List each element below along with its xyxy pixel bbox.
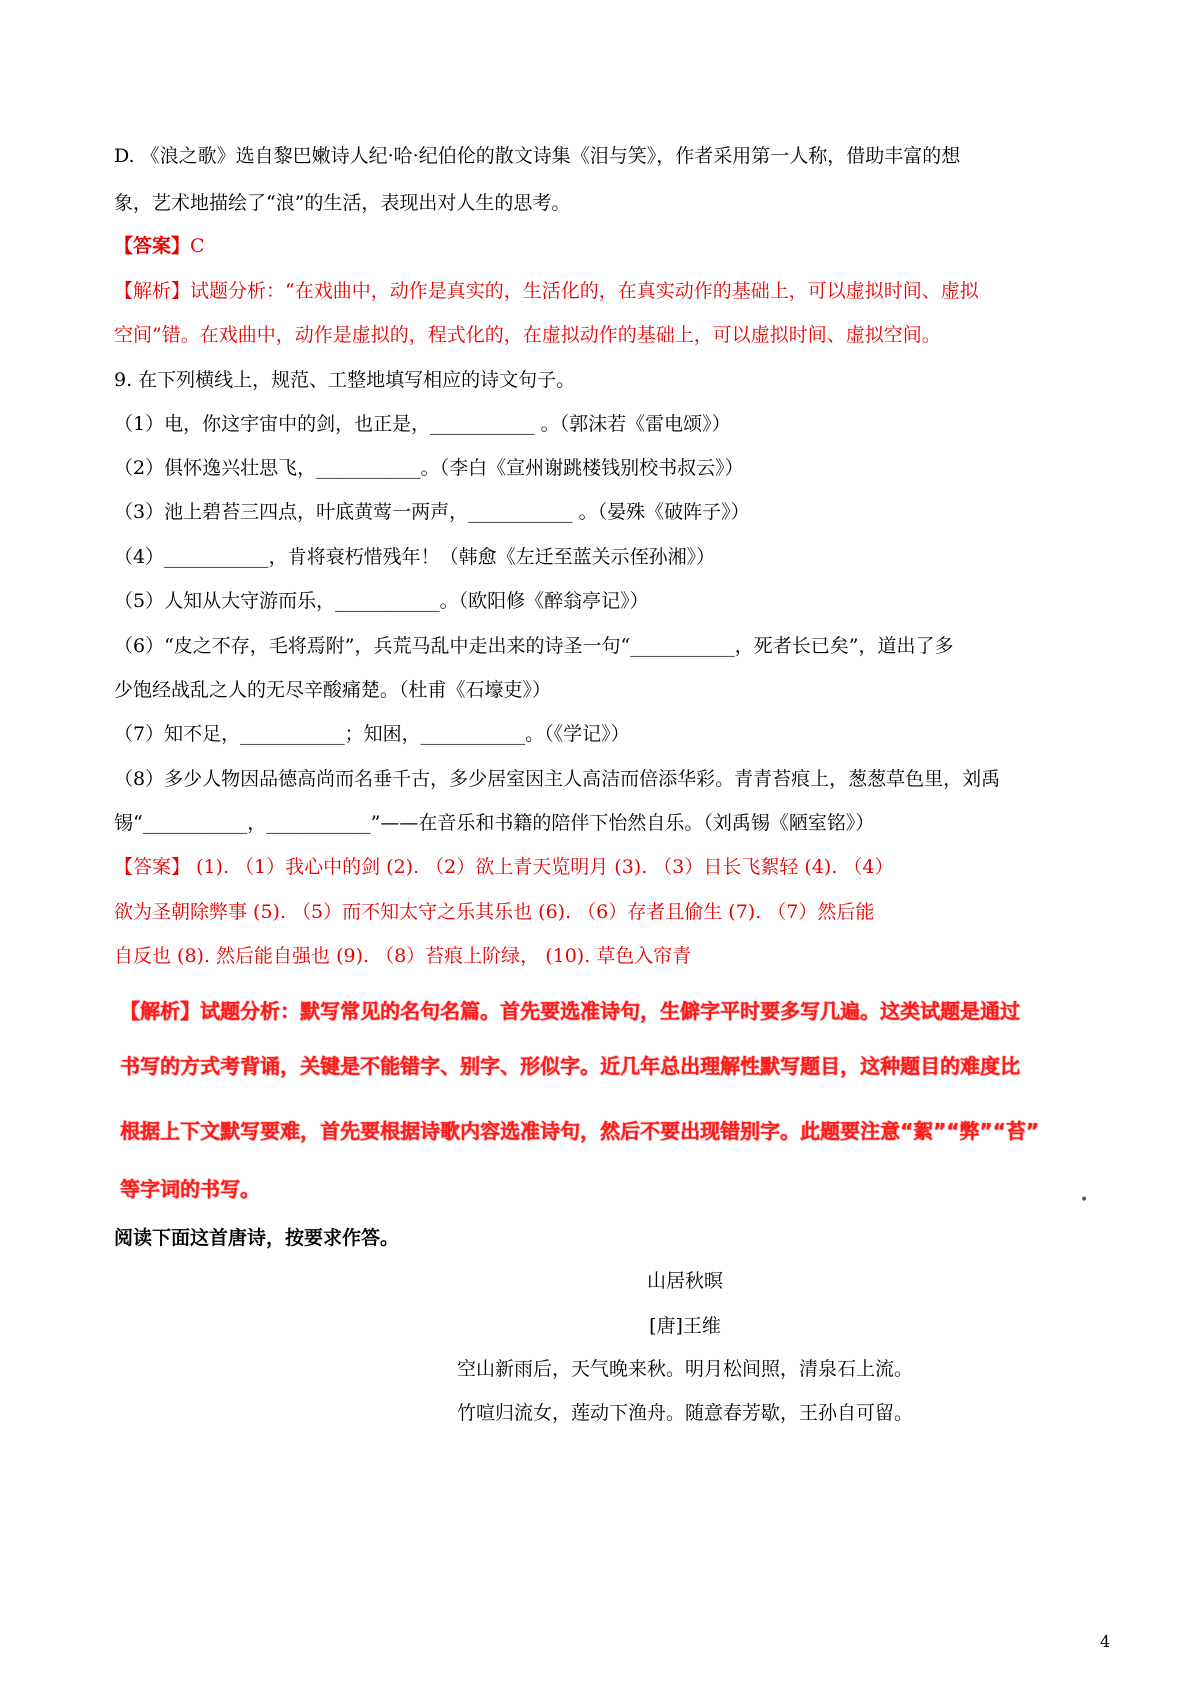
poem-line-2: 竹喧归流女，莲动下渔舟。随意春芳歇，王孙自可留。 (456, 1402, 913, 1424)
q9-analysis-line-1: 【解析】试题分析：默写常见的名句名篇。首先要选准诗句，生僻字平时要多写几遍。这类试题是通过 (120, 999, 1020, 1023)
q9-item-6-cont: 少饱经战乱之人的无尽辛酸痛楚。（杜甫《石壕吏》） (114, 679, 552, 701)
page-number: 4 (1100, 1632, 1111, 1651)
q9-item-6: （6）“皮之不存，毛将焉附”，兵荒马乱中走出来的诗圣一句“___________，死者长已矣”，道出了多 (114, 635, 954, 657)
option-d-line-1: D. 《浪之歌》选自黎巴嫩诗人纪·哈·纪伯伦的散文诗集《泪与笑》，作者采用第一人称，借助丰富的想 (114, 145, 961, 167)
q9-item-5: （5）人知从大守游而乐，___________。（欧阳修《醉翁亭记》） (114, 590, 649, 612)
q9-item-8: （8）多少人物因品德高尚而名垂千古，多少居室因主人高洁而倍添华彩。青青苔痕上，葱葱草色里，刘禹 (114, 768, 1001, 790)
q9-answer-line-1: 【答案】 (1). （1）我心中的剑 (2). （2）欲上青天览明月 (3). （3）日长飞絮轻 (4). （4） (114, 856, 894, 878)
q9-stem: 9. 在下列横线上，规范、工整地填写相应的诗文句子。 (114, 369, 576, 391)
q9-item-2: （2）俱怀逸兴壮思飞，___________。（李白《宣州谢跳楼钱别校书叔云》） (114, 457, 744, 479)
q9-item-4: （4）___________，肯将衰朽惜残年！（韩愈《左迁至蓝关示侄孙湘》） (114, 546, 716, 568)
q9-answer-line-3: 自反也 (8). 然后能自强也 (9). （8）苔痕上阶绿， (10). 草色入帘青 (114, 945, 692, 967)
q8-answer (114, 233, 205, 259)
option-d-line-2: 象，艺术地描绘了“浪”的生活，表现出对人生的思考。 (114, 192, 571, 214)
q9-answer-line-2: 欲为圣朝除弊事 (5). （5）而不知太守之乐其乐也 (6). （6）存者且偷生 (7). （7）然后能 (114, 901, 875, 923)
q9-analysis-line-3: 根据上下文默写要难，首先要根据诗歌内容选准诗句，然后不要出现错别字。此题要注意“絮”“弊”“苔” (120, 1119, 1039, 1143)
answer-label: 【答案】 (114, 235, 191, 257)
q8-analysis-line-1: 【解析】试题分析：“在戏曲中，动作是真实的，生活化的，在真实动作的基础上，可以虚拟时间、虚拟 (114, 280, 979, 302)
poem-author: [唐]王维 (649, 1315, 721, 1337)
stray-mark: • (1080, 1192, 1089, 1208)
q9-item-1: （1）电，你这宇宙中的剑，也正是，___________ 。（郭沫若《雷电颂》） (114, 413, 731, 435)
answer-value: C (190, 235, 205, 257)
q9-item-7: （7）知不足，___________；知困，___________。（《学记》） (114, 723, 630, 745)
q9-item-3: （3）池上碧苔三四点，叶底黄莺一两声，___________ 。（晏殊《破阵子》） (114, 501, 750, 523)
q9-item-8-cont: 锡“___________，___________”——在音乐和书籍的陪伴下怡然自乐。（刘禹锡《陋室铭》） (114, 812, 875, 834)
q9-analysis-line-4: 等字词的书写。 (120, 1177, 260, 1201)
reading-instruction: 阅读下面这首唐诗，按要求作答。 (114, 1227, 400, 1249)
q9-analysis-line-2: 书写的方式考背诵，关键是不能错字、别字、形似字。近几年总出理解性默写题目，这种题目的难度比 (120, 1054, 1020, 1078)
q8-analysis-line-2: 空间”错。在戏曲中，动作是虚拟的，程式化的，在虚拟动作的基础上，可以虚拟时间、虚拟空间。 (114, 324, 941, 346)
poem-title: 山居秋暝 (646, 1270, 723, 1292)
poem-line-1: 空山新雨后，天气晚来秋。明月松间照，清泉石上流。 (456, 1358, 913, 1380)
